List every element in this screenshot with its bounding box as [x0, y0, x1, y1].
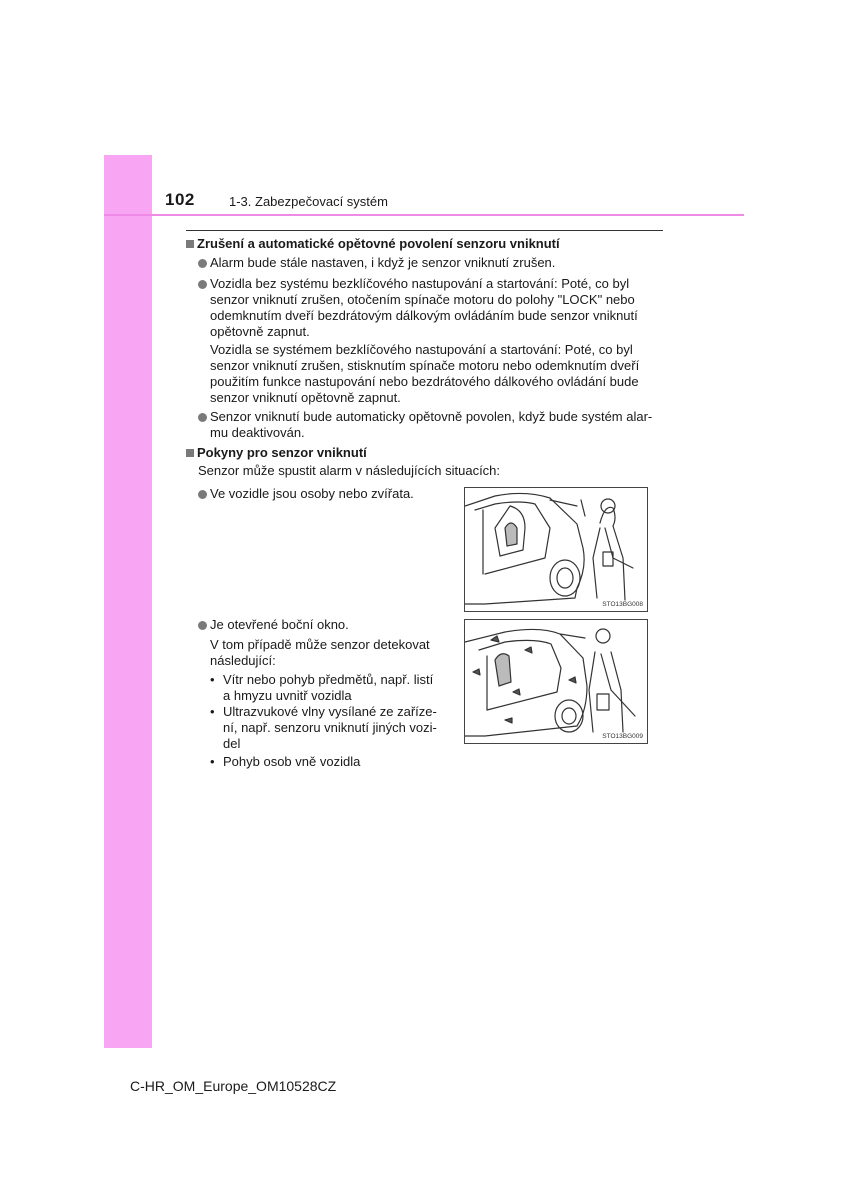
square-bullet-icon — [186, 449, 194, 457]
figure-open-window — [464, 619, 648, 744]
car-with-dog-illustration — [465, 488, 647, 611]
dash-bullet-icon: • — [210, 672, 215, 687]
section-title: 1-3. Zabezpečovací systém — [229, 194, 388, 209]
square-bullet-icon — [186, 240, 194, 248]
round-bullet-icon — [198, 413, 207, 422]
intro-text: Senzor může spustit alarm v následujících situacích: — [198, 463, 501, 478]
figure-person-pet-in-car — [464, 487, 648, 612]
content-rule — [186, 230, 663, 231]
bullet-item — [198, 276, 210, 292]
car-open-window-illustration — [465, 620, 647, 743]
bullet-item: Alarm bude stále nastaven, i když je senzor vniknutí zrušen. — [198, 255, 555, 271]
sub-item: Vítr nebo pohyb předmětů, např. listí a hmyzu uvnitř vozidla — [223, 672, 434, 703]
paragraph: V tom případě může senzor detekovat následující: — [210, 637, 430, 668]
bullet-item — [198, 409, 210, 425]
dash-bullet-icon: • — [210, 754, 215, 769]
page-number: 102 — [165, 190, 195, 209]
footer-doc-code: C-HR_OM_Europe_OM10528CZ — [130, 1078, 337, 1094]
header-rule — [104, 214, 744, 216]
section-heading-2: Pokyny pro senzor vniknutí — [186, 445, 367, 461]
bullet-text: Vozidla bez systému bezklíčového nastupování a startování: Poté, co byl senzor vniknutí zrušen, otočením spínače motoru do polohy "LOCK" nebo odemknutím dveří bezdrátovým dálkovým ovládáním bude senzor vniknutí opětovně zapnut. — [210, 276, 638, 339]
bullet-text: Senzor vniknutí bude automaticky opětovně povolen, když bude systém alar- mu deaktivován. — [210, 409, 653, 440]
dash-bullet-icon: • — [210, 704, 215, 719]
round-bullet-icon — [198, 621, 207, 630]
bullet-item: Ve vozidle jsou osoby nebo zvířata. — [198, 486, 414, 502]
round-bullet-icon — [198, 259, 207, 268]
section-heading-1: Zrušení a automatické opětovné povolení senzoru vniknutí — [186, 236, 560, 252]
figure-code: STO13BG009 — [602, 733, 643, 740]
round-bullet-icon — [198, 280, 207, 289]
sub-item: Ultrazvukové vlny vysílané ze zaříze- ní, např. senzoru vniknutí jiných vozi- del — [223, 704, 437, 751]
chapter-tab — [104, 155, 152, 1048]
round-bullet-icon — [198, 490, 207, 499]
sub-item: Pohyb osob vně vozidla — [223, 754, 361, 769]
bullet-item: Je otevřené boční okno. — [198, 617, 349, 633]
paragraph: Vozidla se systémem bezklíčového nastupování a startování: Poté, co byl senzor vniknutí zrušen, stisknutím spínače motoru nebo odemknutím dveří použitím funkce nastupování nebo bezdrátového dálkového ovládání bude senzor vniknutí opětovně zapnut. — [210, 342, 640, 405]
figure-code: STO13BG008 — [602, 601, 643, 608]
